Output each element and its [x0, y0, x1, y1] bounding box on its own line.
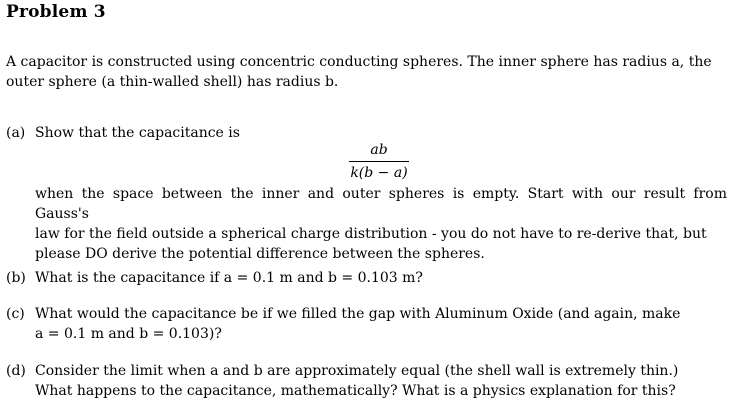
part-a-line-1: when the space between the inner and outer spheres is empty. Start with our result from Gauss's: [35, 186, 727, 222]
fraction-bar: [349, 161, 409, 162]
part-a-lead: Show that the capacitance is: [35, 125, 240, 141]
part-d-label: (d): [6, 363, 26, 379]
part-a-label: (a): [6, 125, 26, 141]
fraction-numerator: ab: [370, 142, 388, 158]
fraction-denominator: k(b − a): [350, 165, 408, 181]
problem-title: Problem 3: [6, 2, 106, 22]
problem-intro: [6, 52, 728, 92]
part-b-line-1: What is the capacitance if a = 0.1 m and b = 0.103 m?: [35, 270, 423, 286]
part-c-text: [35, 304, 727, 344]
part-d-line-1: Consider the limit when a and b are approximately equal (the shell wall is extremely thin.): [35, 363, 679, 379]
part-c-label: (c): [6, 306, 25, 322]
capacitance-fraction: [349, 141, 409, 182]
part-d-text: [35, 361, 727, 401]
part-a-line-3: please DO derive the potential difference between the spheres.: [35, 246, 485, 262]
part-a-body: [6, 184, 727, 264]
part-b-label: (b): [6, 270, 26, 286]
part-a-line-2: law for the field outside a spherical charge distribution - you do not have to re-derive that, but: [35, 226, 707, 242]
part-c-line-1: What would the capacitance be if we filled the gap with Aluminum Oxide (and again, make: [35, 306, 681, 322]
intro-line-2: outer sphere (a thin-walled shell) has radius b.: [6, 74, 339, 90]
intro-line-1: A capacitor is constructed using concentric conducting spheres. The inner sphere has radius a, the: [6, 54, 712, 70]
part-a-body-text: [35, 184, 727, 264]
part-c-line-2: a = 0.1 m and b = 0.103)?: [35, 326, 222, 342]
part-d-line-2: What happens to the capacitance, mathematically? What is a physics explanation for this?: [35, 383, 676, 399]
